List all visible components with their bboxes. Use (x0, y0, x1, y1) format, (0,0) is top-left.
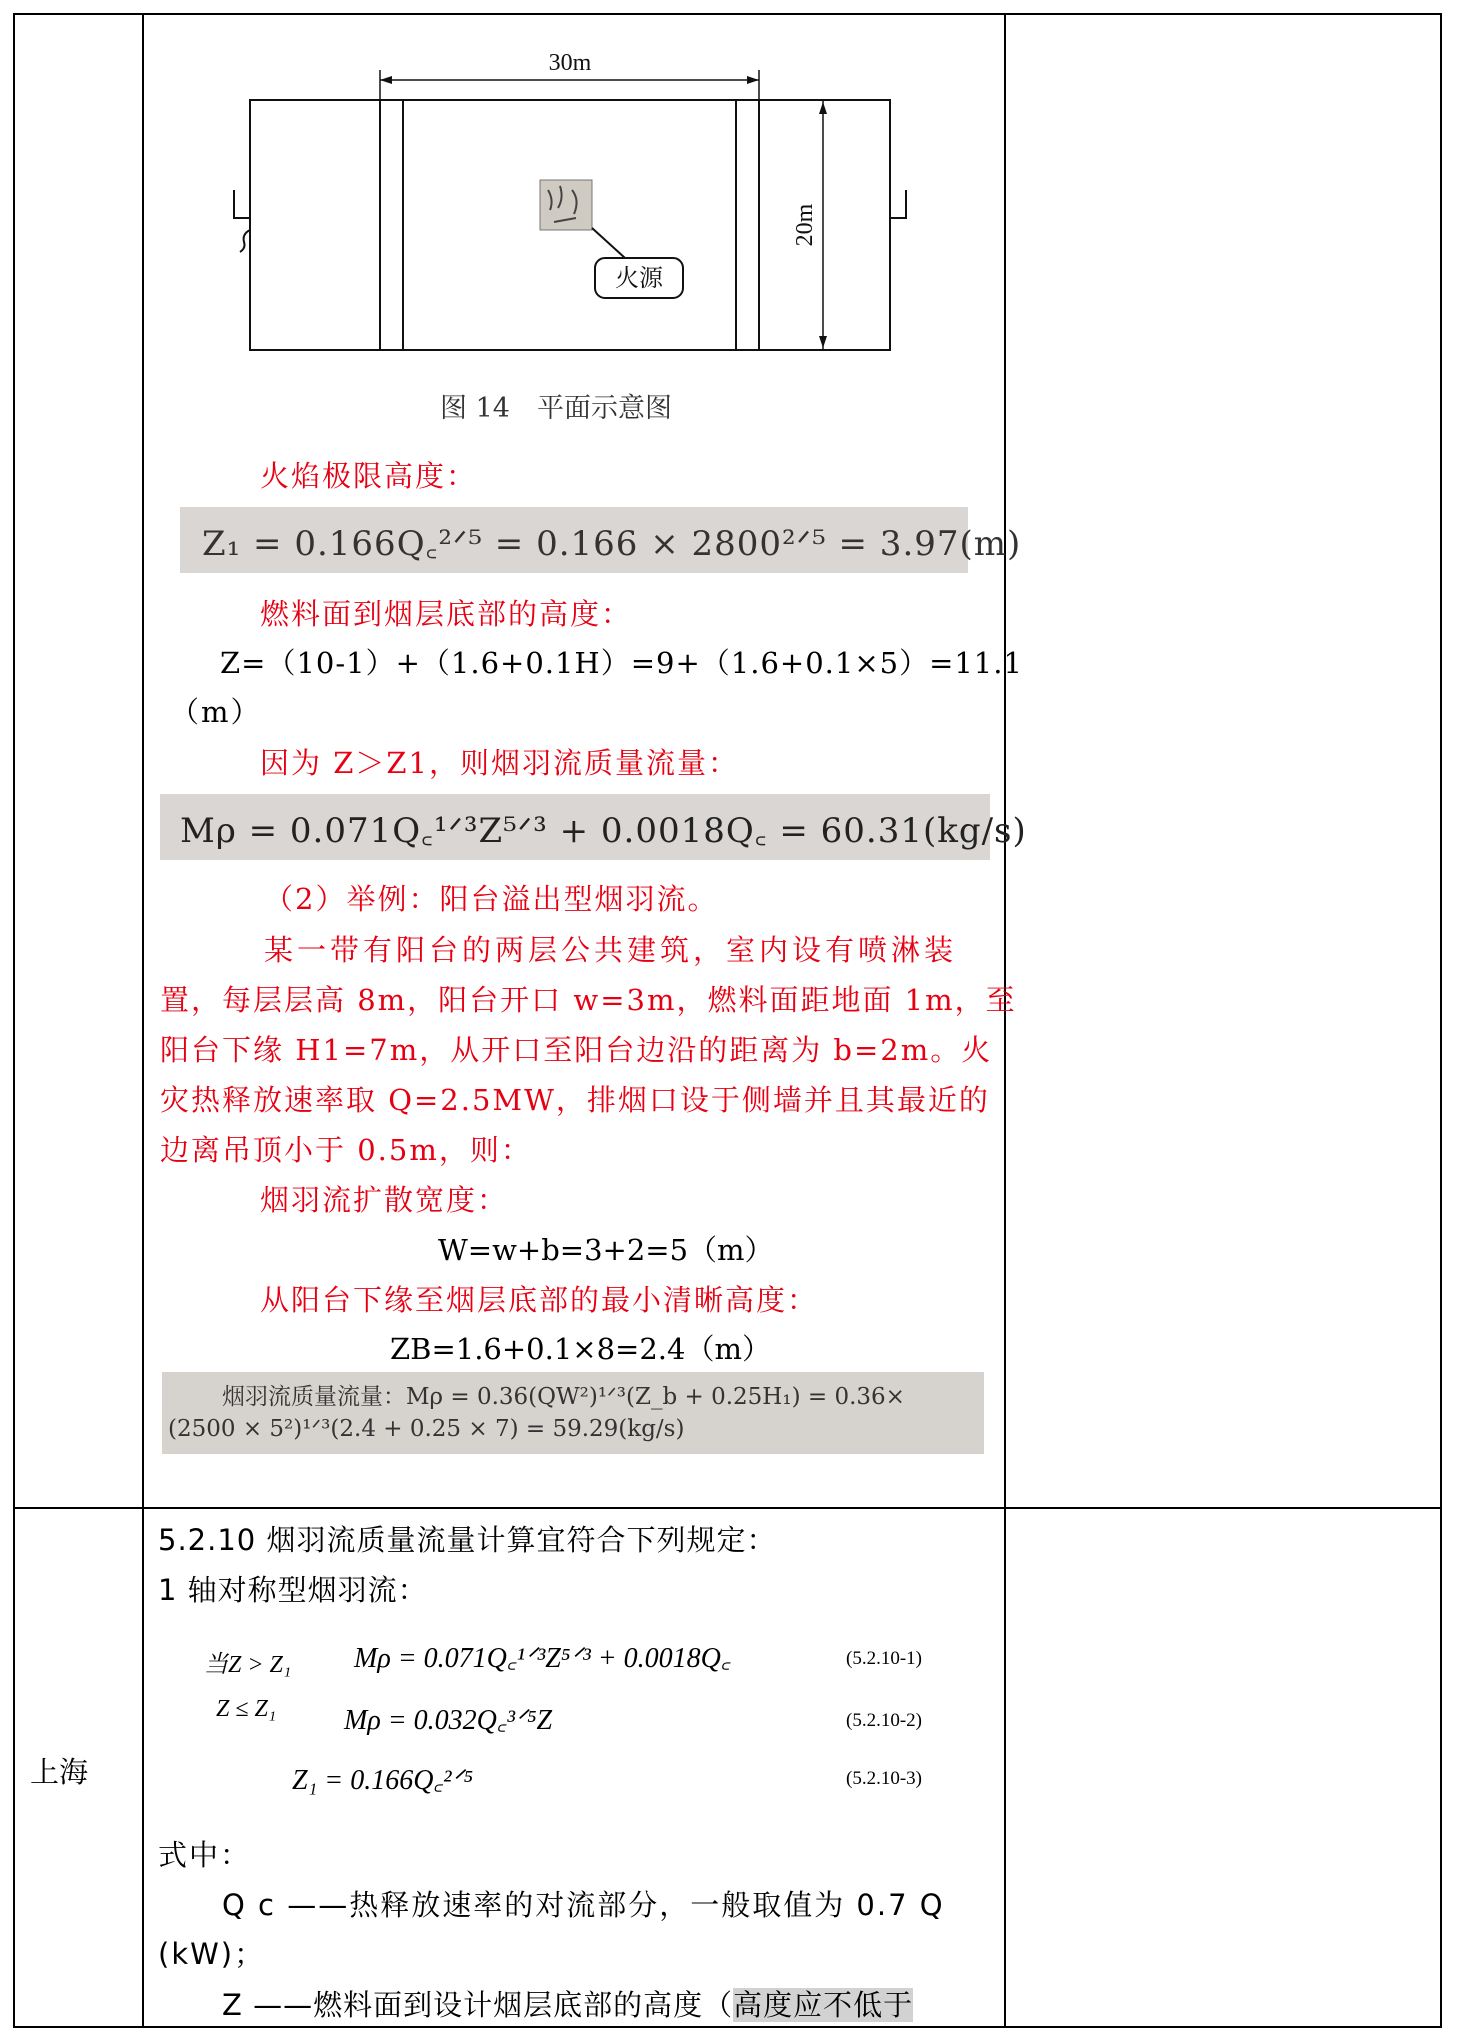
example2-heading: （2）举例：阳台溢出型烟羽流。 (264, 882, 719, 916)
dim-30m-arrow-left (380, 76, 392, 84)
eq3: Z₁ = 0.166Q꜀²ᐟ⁵ (292, 1765, 474, 1796)
eq3-number: (5.2.10-3) (846, 1768, 922, 1789)
flame-height-formula-text: Z₁ = 0.166Q꜀²ᐟ⁵ = 0.166 × 2800²ᐟ⁵ = 3.97(m) (202, 524, 1022, 564)
example2-para-line-3: 阳台下缘 H1=7m，从开口至阳台边沿的距离为 b=2m。火 (160, 1033, 993, 1067)
width-heading: 烟羽流扩散宽度： (260, 1183, 509, 1217)
example2-para-line-1: 某一带有阳台的两层公共建筑，室内设有喷淋装 (264, 933, 958, 967)
eq2-number: (5.2.10-2) (846, 1710, 922, 1731)
table-left-border (13, 13, 15, 2028)
balcony-mass-flow-line2: (2500 × 5²)¹ᐟ³(2.4 + 0.25 × 7) = 59.29(kg/s) (168, 1416, 685, 1442)
balcony-mass-flow-line1: 烟羽流质量流量：Mρ = 0.36(QW²)¹ᐟ³(Z_b + 0.25H₁) = 0.36× (222, 1384, 905, 1410)
floor-plan-diagram (220, 40, 940, 370)
eq1-condition: 当Z > Z₁ (204, 1652, 292, 1678)
eq2: Mρ = 0.032Q꜀³ᐟ⁵Z (344, 1705, 553, 1736)
z-definition (222, 1987, 913, 2023)
eq1-number: (5.2.10-1) (846, 1648, 922, 1669)
dim-20m-arrow-bottom (819, 336, 827, 348)
because-line: 因为 Z＞Z1，则烟羽流质量流量： (260, 746, 739, 780)
width-formula: W=w+b=3+2=5（m） (438, 1233, 774, 1267)
qc-definition-line2: (kW)； (158, 1937, 266, 1971)
balcony-mass-flow-formula (162, 1372, 984, 1454)
zb-formula: ZB=1.6+0.1×8=2.4（m） (390, 1332, 771, 1366)
eq2-condition: Z ≤ Z₁ (216, 1696, 277, 1722)
right-opening-mark (890, 190, 906, 218)
region-label-shanghai: 上海 (30, 1755, 89, 1789)
dim-20m-label: 20m (792, 203, 818, 247)
z-calc-line1: Z=（10-1）+（1.6+0.1H）=9+（1.6+0.1×5）=11.1 (220, 646, 1023, 680)
eq1: Mρ = 0.071Q꜀¹ᐟ³Z⁵ᐟ³ + 0.0018Q꜀ (354, 1643, 731, 1674)
clause-item-1: 1 轴对称型烟羽流： (158, 1573, 428, 1607)
flame-height-heading: 火焰极限高度： (260, 459, 478, 493)
diagram-caption: 图 14 平面示意图 (440, 393, 672, 424)
dim-30m-arrow-right (747, 76, 759, 84)
flame-height-formula (180, 507, 1022, 573)
dim-30m-label: 30m (548, 50, 592, 76)
col-divider-2 (1004, 13, 1006, 2028)
left-door-mark (240, 230, 250, 252)
mass-flow-formula (160, 794, 1027, 860)
example2-para-line-5: 边离吊顶小于 0.5m，则： (160, 1133, 532, 1167)
table-right-border (1440, 13, 1442, 2028)
example2-para-line-2: 置，每层层高 8m，阳台开口 w=3m，燃料面距地面 1m，至 (160, 983, 1017, 1017)
fuel-height-heading: 燃料面到烟层底部的高度： (260, 597, 633, 631)
z-definition-text: Z ——燃料面到设计烟层底部的高度（ (222, 1988, 734, 2022)
fire-label-text: 火源 (615, 264, 663, 292)
fire-label-leader (592, 228, 625, 258)
clear-height-heading: 从阳台下缘至烟层底部的最小清晰高度： (260, 1283, 819, 1317)
qc-definition-line1: Q c ——热释放速率的对流部分，一般取值为 0.7 Q (222, 1888, 945, 1922)
z-calc-line2: （m） (170, 695, 262, 729)
table-bottom-border (13, 2026, 1442, 2028)
clause-5-2-10: 5.2.10 烟羽流质量流量计算宜符合下列规定： (158, 1523, 777, 1557)
mass-flow-formula-text: Mρ = 0.071Q꜀¹ᐟ³Z⁵ᐟ³ + 0.0018Q꜀ = 60.31(kg/s) (180, 811, 1027, 851)
col-divider-1 (142, 13, 144, 2028)
table-top-border (13, 13, 1442, 15)
fire-source-icon (540, 180, 592, 230)
dim-20m-arrow-top (819, 102, 827, 114)
z-definition-shaded: 高度应不低于 (733, 1988, 914, 2022)
example2-para-line-4: 灾热释放速率取 Q=2.5MW，排烟口设于侧墙并且其最近的 (160, 1083, 990, 1117)
row-divider (13, 1507, 1442, 1509)
where-label: 式中： (158, 1838, 252, 1872)
left-opening-mark (234, 190, 250, 218)
